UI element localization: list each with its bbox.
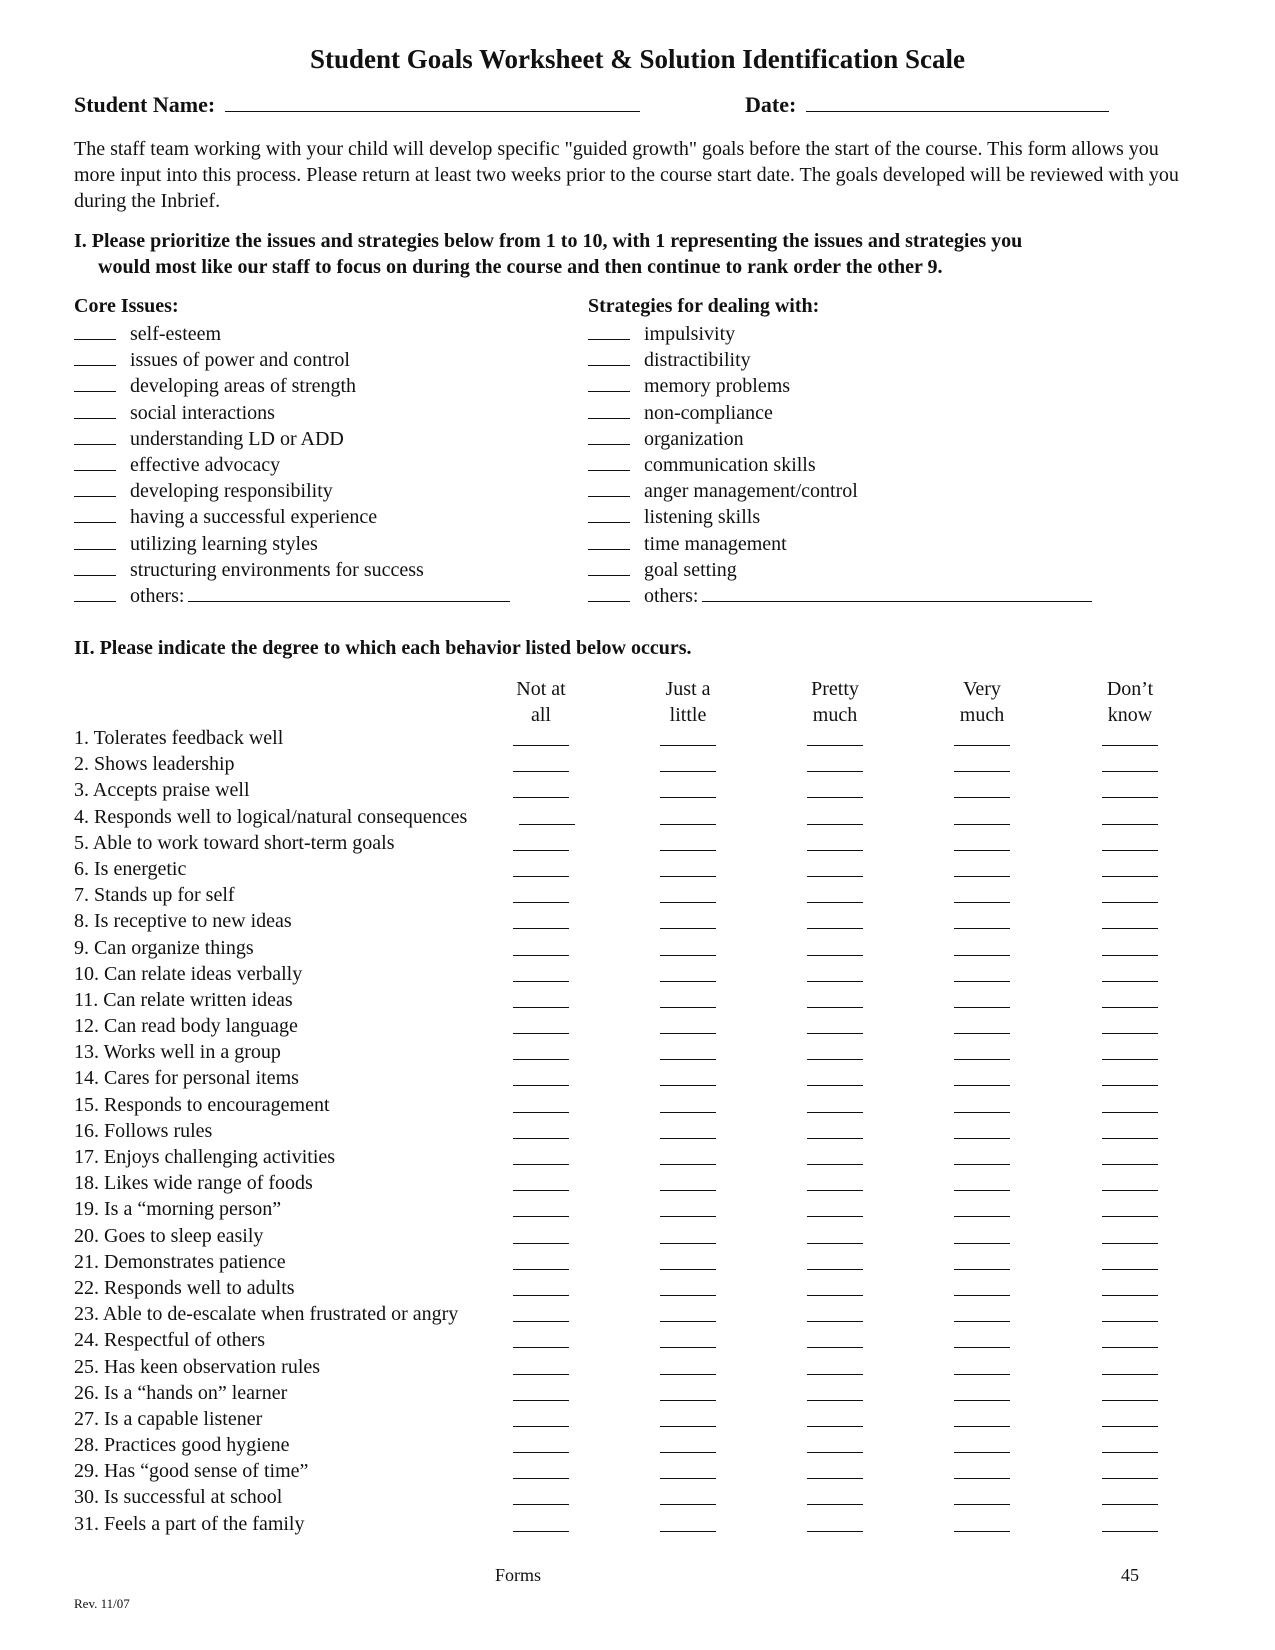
rating-blank[interactable] <box>807 995 863 1008</box>
core-issues-list <box>74 321 510 609</box>
list-item <box>74 347 510 373</box>
rating-blank[interactable] <box>807 1178 863 1191</box>
rating-blank[interactable] <box>513 1466 569 1479</box>
behavior-label: 16. Follows rules <box>74 1119 213 1142</box>
rating-blank[interactable] <box>660 969 716 982</box>
rating-blank[interactable] <box>513 1519 569 1532</box>
rating-blank[interactable] <box>1102 864 1158 877</box>
rating-blank[interactable] <box>1102 1231 1158 1244</box>
rating-blank[interactable] <box>807 916 863 929</box>
behavior-label: 25. Has keen observation rules <box>74 1355 321 1378</box>
rating-blank[interactable] <box>660 1414 716 1427</box>
rating-blank[interactable] <box>513 1335 569 1348</box>
rating-blank[interactable] <box>513 1257 569 1270</box>
rating-blank[interactable] <box>513 969 569 982</box>
rank-blank[interactable] <box>588 427 630 445</box>
rating-blank[interactable] <box>1102 838 1158 851</box>
rank-blank[interactable] <box>74 558 116 576</box>
list-item <box>74 321 510 347</box>
list-item-label: anger management/control <box>644 480 858 503</box>
rating-blank[interactable] <box>513 943 569 956</box>
list-item <box>588 583 1092 609</box>
section2-heading: II. Please indicate the degree to which each behavior listed below occurs. <box>74 637 692 659</box>
rating-blank[interactable] <box>954 733 1010 746</box>
rating-blank[interactable] <box>660 1440 716 1453</box>
rating-blank[interactable] <box>954 1178 1010 1191</box>
rating-blank[interactable] <box>807 1257 863 1270</box>
rating-blank[interactable] <box>954 916 1010 929</box>
rating-column-header <box>486 676 596 728</box>
rating-column-line2: all <box>531 704 551 726</box>
rating-blank[interactable] <box>954 1283 1010 1296</box>
rank-blank[interactable] <box>74 322 116 340</box>
rating-blank[interactable] <box>660 1257 716 1270</box>
rating-blank[interactable] <box>1102 1466 1158 1479</box>
list-item <box>588 426 1092 452</box>
behavior-label: 28. Practices good hygiene <box>74 1434 290 1457</box>
rating-column-line1: Don’t <box>1106 678 1154 700</box>
rating-blank[interactable] <box>1102 1309 1158 1322</box>
rating-blank[interactable] <box>1102 1100 1158 1113</box>
list-item-label: social interactions <box>130 401 275 424</box>
list-item <box>588 531 1092 557</box>
rating-blank[interactable] <box>954 864 1010 877</box>
rating-blank[interactable] <box>954 1152 1010 1165</box>
rating-column-header <box>927 676 1037 728</box>
rating-blank[interactable] <box>1102 1388 1158 1401</box>
list-item-label: structuring environments for success <box>130 558 424 581</box>
rating-blank[interactable] <box>954 1466 1010 1479</box>
rating-blank[interactable] <box>513 733 569 746</box>
rating-blank[interactable] <box>1102 1440 1158 1453</box>
footer-label: Forms <box>495 1565 542 1585</box>
behavior-label: 15. Responds to encouragement <box>74 1093 330 1116</box>
rating-blank[interactable] <box>513 785 569 798</box>
list-item-label: effective advocacy <box>130 453 281 476</box>
rating-blank[interactable] <box>660 812 716 825</box>
rating-blank[interactable] <box>807 1047 863 1060</box>
rating-blank[interactable] <box>660 1100 716 1113</box>
rating-blank[interactable] <box>513 838 569 851</box>
rating-blank[interactable] <box>513 890 569 903</box>
rating-column-header <box>780 676 890 728</box>
behavior-label: 12. Can read body language <box>74 1015 298 1038</box>
behavior-label: 4. Responds well to logical/natural consequences <box>74 805 468 828</box>
rating-column-line1: Not at <box>516 678 566 700</box>
behavior-label: 27. Is a capable listener <box>74 1407 263 1430</box>
rating-blank[interactable] <box>513 995 569 1008</box>
rating-blank[interactable] <box>954 969 1010 982</box>
list-item-label: others: <box>130 584 185 607</box>
behavior-label: 11. Can relate written ideas <box>74 988 293 1011</box>
behavior-label: 20. Goes to sleep easily <box>74 1224 264 1247</box>
list-item-label: listening skills <box>644 506 761 529</box>
rating-blank[interactable] <box>807 1335 863 1348</box>
list-item <box>588 504 1092 530</box>
rating-column-header <box>1075 676 1185 728</box>
behavior-label: 8. Is receptive to new ideas <box>74 910 292 933</box>
list-item <box>74 531 510 557</box>
rating-blank[interactable] <box>807 1231 863 1244</box>
core-issues-heading: Core Issues: <box>74 295 179 317</box>
behavior-label: 26. Is a “hands on” learner <box>74 1381 288 1404</box>
rating-blank[interactable] <box>513 1309 569 1322</box>
rating-blank[interactable] <box>1102 1204 1158 1217</box>
rating-column-header <box>633 676 743 728</box>
behavior-label: 19. Is a “morning person” <box>74 1198 282 1221</box>
date-field[interactable] <box>806 93 1109 112</box>
rating-blank[interactable] <box>513 759 569 772</box>
behavior-label: 23. Able to de-escalate when frustrated or angry <box>74 1303 459 1326</box>
rating-blank[interactable] <box>807 943 863 956</box>
list-item-label: issues of power and control <box>130 349 350 372</box>
rating-blank[interactable] <box>1102 759 1158 772</box>
rating-blank[interactable] <box>513 864 569 877</box>
rating-blank[interactable] <box>513 1126 569 1139</box>
rating-blank[interactable] <box>807 1519 863 1532</box>
rating-blank[interactable] <box>954 1073 1010 1086</box>
rating-blank[interactable] <box>660 864 716 877</box>
rating-blank[interactable] <box>954 785 1010 798</box>
rating-blank[interactable] <box>1102 969 1158 982</box>
list-item <box>74 557 510 583</box>
list-item-label: developing areas of strength <box>130 375 357 398</box>
rating-blank[interactable] <box>513 916 569 929</box>
rating-blank[interactable] <box>807 759 863 772</box>
rating-blank[interactable] <box>660 1126 716 1139</box>
rating-blank[interactable] <box>660 1335 716 1348</box>
rating-blank[interactable] <box>519 812 575 825</box>
rating-blank[interactable] <box>513 1152 569 1165</box>
list-item <box>74 583 510 609</box>
rating-blank[interactable] <box>660 1178 716 1191</box>
rating-blank[interactable] <box>807 1073 863 1086</box>
rating-blank[interactable] <box>660 916 716 929</box>
rating-blank[interactable] <box>807 1152 863 1165</box>
rating-blank[interactable] <box>807 1466 863 1479</box>
rating-blank[interactable] <box>513 1100 569 1113</box>
list-item <box>588 557 1092 583</box>
rating-column-line1: Pretty <box>811 678 859 700</box>
date-row <box>745 92 1109 118</box>
rating-blank[interactable] <box>1102 1519 1158 1532</box>
others-field[interactable] <box>702 584 1092 602</box>
intro-paragraph: The staff team working with your child will develop specific "guided growth" goals before the start of the course. This form allows you more input into this process. Please return at least two weeks prior to the course start date. The goals developed will be reviewed with you during the Inbrief. <box>74 138 1179 212</box>
behavior-label: 3. Accepts praise well <box>74 779 250 802</box>
list-item <box>74 426 510 452</box>
rating-blank[interactable] <box>954 1519 1010 1532</box>
list-item-label: impulsivity <box>644 323 736 345</box>
list-item-label: time management <box>644 532 787 555</box>
list-item-label: understanding LD or ADD <box>130 427 344 450</box>
behavior-label: 9. Can organize things <box>74 936 254 959</box>
list-item <box>588 478 1092 504</box>
list-item <box>74 478 510 504</box>
rank-blank[interactable] <box>74 584 116 602</box>
rating-blank[interactable] <box>660 1204 716 1217</box>
section1-heading <box>74 228 1204 280</box>
rating-blank[interactable] <box>954 1309 1010 1322</box>
rating-blank[interactable] <box>513 1073 569 1086</box>
rating-blank[interactable] <box>807 969 863 982</box>
rating-blank[interactable] <box>954 1100 1010 1113</box>
rating-blank[interactable] <box>1102 1178 1158 1191</box>
rating-blank[interactable] <box>954 1388 1010 1401</box>
rank-blank[interactable] <box>588 348 630 366</box>
rating-blank[interactable] <box>660 995 716 1008</box>
rating-column-line2: much <box>812 704 858 726</box>
rating-blank[interactable] <box>1102 1047 1158 1060</box>
rating-blank[interactable] <box>660 1047 716 1060</box>
list-item-label: developing responsibility <box>130 480 333 503</box>
rating-blank[interactable] <box>807 1309 863 1322</box>
section1-line2: would most like our staff to focus on during the course and then continue to rank order the other 9. <box>98 256 943 278</box>
behavior-label: 21. Demonstrates patience <box>74 1250 286 1273</box>
rating-blank[interactable] <box>954 812 1010 825</box>
rating-blank[interactable] <box>513 1231 569 1244</box>
date-label: Date: <box>745 92 797 117</box>
student-name-row <box>74 92 640 118</box>
rating-blank[interactable] <box>1102 733 1158 746</box>
rating-blank[interactable] <box>954 1047 1010 1060</box>
list-item-label: organization <box>644 427 744 450</box>
list-item <box>588 347 1092 373</box>
rating-blank[interactable] <box>1102 1335 1158 1348</box>
list-item-label: memory problems <box>644 375 791 398</box>
list-item-label: communication skills <box>644 453 816 476</box>
rank-blank[interactable] <box>588 505 630 523</box>
rating-blank[interactable] <box>954 1126 1010 1139</box>
rating-blank[interactable] <box>513 1388 569 1401</box>
rating-blank[interactable] <box>954 759 1010 772</box>
rank-blank[interactable] <box>74 532 116 550</box>
rating-blank[interactable] <box>954 1414 1010 1427</box>
rating-blank[interactable] <box>807 1440 863 1453</box>
rating-blank[interactable] <box>660 838 716 851</box>
rank-blank[interactable] <box>74 348 116 366</box>
strategies-list <box>588 321 1092 609</box>
behavior-label: 31. Feels a part of the family <box>74 1512 305 1535</box>
rating-blank[interactable] <box>954 943 1010 956</box>
section1-line1: I. Please prioritize the issues and strategies below from 1 to 10, with 1 representing the issues and strategies you <box>74 230 1023 252</box>
rating-blank[interactable] <box>660 759 716 772</box>
rating-column-line1: Just a <box>665 678 711 700</box>
strategies-heading: Strategies for dealing with: <box>588 295 820 317</box>
rating-blank[interactable] <box>807 864 863 877</box>
rating-blank[interactable] <box>954 1257 1010 1270</box>
rating-blank[interactable] <box>954 890 1010 903</box>
rating-column-line1: Very <box>963 678 1001 700</box>
behavior-label: 17. Enjoys challenging activities <box>74 1146 336 1168</box>
list-item-label: self-esteem <box>130 323 222 345</box>
rating-column-line2: much <box>959 704 1005 726</box>
list-item-label: non-compliance <box>644 401 773 424</box>
rating-blank[interactable] <box>513 1362 569 1375</box>
rating-blank[interactable] <box>954 995 1010 1008</box>
rating-blank[interactable] <box>1102 1073 1158 1086</box>
rating-blank[interactable] <box>807 733 863 746</box>
rating-blank[interactable] <box>807 1100 863 1113</box>
page-title: Student Goals Worksheet & Solution Identification Scale <box>309 44 966 74</box>
behavior-label: 6. Is energetic <box>74 857 187 880</box>
rating-column-line2: little <box>669 704 707 726</box>
rating-blank[interactable] <box>954 1021 1010 1034</box>
rating-blank[interactable] <box>954 1492 1010 1505</box>
list-item <box>588 400 1092 426</box>
rating-blank[interactable] <box>1102 995 1158 1008</box>
list-item-label: utilizing learning styles <box>130 532 318 555</box>
rating-blank[interactable] <box>660 1466 716 1479</box>
rating-blank[interactable] <box>660 1283 716 1296</box>
rating-blank[interactable] <box>807 1414 863 1427</box>
rating-blank[interactable] <box>1102 1362 1158 1375</box>
list-item <box>588 373 1092 399</box>
rating-blank[interactable] <box>1102 812 1158 825</box>
rating-blank[interactable] <box>807 812 863 825</box>
student-name-label: Student Name: <box>74 92 216 117</box>
rating-blank[interactable] <box>807 1021 863 1034</box>
rating-blank[interactable] <box>1102 943 1158 956</box>
rating-blank[interactable] <box>1102 916 1158 929</box>
rank-blank[interactable] <box>74 505 116 523</box>
rank-blank[interactable] <box>74 374 116 392</box>
rating-blank[interactable] <box>807 785 863 798</box>
behavior-label: 30. Is successful at school <box>74 1486 283 1509</box>
rating-blank[interactable] <box>954 1440 1010 1453</box>
rating-blank[interactable] <box>660 1519 716 1532</box>
rank-blank[interactable] <box>588 558 630 576</box>
rank-blank[interactable] <box>588 479 630 497</box>
rating-blank[interactable] <box>1102 1283 1158 1296</box>
rating-blank[interactable] <box>1102 1126 1158 1139</box>
rating-blank[interactable] <box>660 1309 716 1322</box>
rating-blank[interactable] <box>660 1073 716 1086</box>
rating-blank[interactable] <box>1102 890 1158 903</box>
rating-blank[interactable] <box>1102 1492 1158 1505</box>
rating-blank[interactable] <box>954 838 1010 851</box>
rank-blank[interactable] <box>588 374 630 392</box>
rating-blank[interactable] <box>513 1178 569 1191</box>
rating-blank[interactable] <box>513 1204 569 1217</box>
rating-blank[interactable] <box>513 1414 569 1427</box>
rank-blank[interactable] <box>74 401 116 419</box>
rank-blank[interactable] <box>74 453 116 471</box>
rating-blank[interactable] <box>660 1231 716 1244</box>
rating-blank[interactable] <box>660 785 716 798</box>
behavior-label: 14. Cares for personal items <box>74 1067 299 1090</box>
rating-blank[interactable] <box>513 1047 569 1060</box>
rating-blank[interactable] <box>660 943 716 956</box>
list-item-label: distractibility <box>644 349 751 372</box>
rank-blank[interactable] <box>74 427 116 445</box>
rating-blank[interactable] <box>660 733 716 746</box>
page-number: 45 <box>1121 1565 1139 1585</box>
list-item <box>74 400 510 426</box>
list-item <box>588 452 1092 478</box>
rank-blank[interactable] <box>588 401 630 419</box>
rating-blank[interactable] <box>1102 1021 1158 1034</box>
rating-blank[interactable] <box>660 1152 716 1165</box>
rating-blank[interactable] <box>513 1021 569 1034</box>
rating-blank[interactable] <box>954 1362 1010 1375</box>
rank-blank[interactable] <box>588 584 630 602</box>
rating-blank[interactable] <box>513 1492 569 1505</box>
behavior-label: 18. Likes wide range of foods <box>74 1172 313 1195</box>
rank-blank[interactable] <box>74 479 116 497</box>
rating-blank[interactable] <box>660 1021 716 1034</box>
list-item <box>74 373 510 399</box>
list-item <box>588 321 1092 347</box>
rating-blank[interactable] <box>1102 1414 1158 1427</box>
rating-blank[interactable] <box>513 1283 569 1296</box>
behavior-label: 5. Able to work toward short-term goals <box>74 831 395 854</box>
list-item-label: others: <box>644 584 699 607</box>
rating-blank[interactable] <box>807 1126 863 1139</box>
rating-blank[interactable] <box>807 1388 863 1401</box>
behavior-label: 2. Shows leadership <box>74 753 235 776</box>
rating-column-line2: know <box>1107 704 1153 726</box>
list-item <box>74 452 510 478</box>
rating-blank[interactable] <box>954 1204 1010 1217</box>
rating-blank[interactable] <box>660 1492 716 1505</box>
rating-blank[interactable] <box>1102 785 1158 798</box>
rank-blank[interactable] <box>588 322 630 340</box>
rating-blank[interactable] <box>660 1388 716 1401</box>
rating-blank[interactable] <box>513 1440 569 1453</box>
behavior-label: 7. Stands up for self <box>74 884 235 907</box>
rank-blank[interactable] <box>588 453 630 471</box>
behavior-label: 29. Has “good sense of time” <box>74 1460 309 1483</box>
rating-blank[interactable] <box>807 1362 863 1375</box>
rating-blank[interactable] <box>954 1335 1010 1348</box>
behavior-label: 1. Tolerates feedback well <box>74 727 284 749</box>
others-field[interactable] <box>188 584 510 602</box>
behavior-label: 22. Responds well to adults <box>74 1276 295 1299</box>
rating-blank[interactable] <box>660 1362 716 1375</box>
student-name-field[interactable] <box>225 93 640 112</box>
rating-blank[interactable] <box>807 1492 863 1505</box>
rating-blank[interactable] <box>807 1283 863 1296</box>
rating-blank[interactable] <box>807 838 863 851</box>
list-item-label: having a successful experience <box>130 506 378 529</box>
rating-blank[interactable] <box>807 890 863 903</box>
list-item-label: goal setting <box>644 558 737 581</box>
behavior-label: 24. Respectful of others <box>74 1329 266 1352</box>
list-item <box>74 504 510 530</box>
rating-blank[interactable] <box>954 1231 1010 1244</box>
rating-blank[interactable] <box>1102 1152 1158 1165</box>
rating-blank[interactable] <box>660 890 716 903</box>
rating-blank[interactable] <box>807 1204 863 1217</box>
rating-blank[interactable] <box>1102 1257 1158 1270</box>
rank-blank[interactable] <box>588 532 630 550</box>
behavior-label: 13. Works well in a group <box>74 1041 281 1064</box>
revision-note: Rev. 11/07 <box>74 1596 130 1611</box>
behavior-label: 10. Can relate ideas verbally <box>74 962 303 985</box>
